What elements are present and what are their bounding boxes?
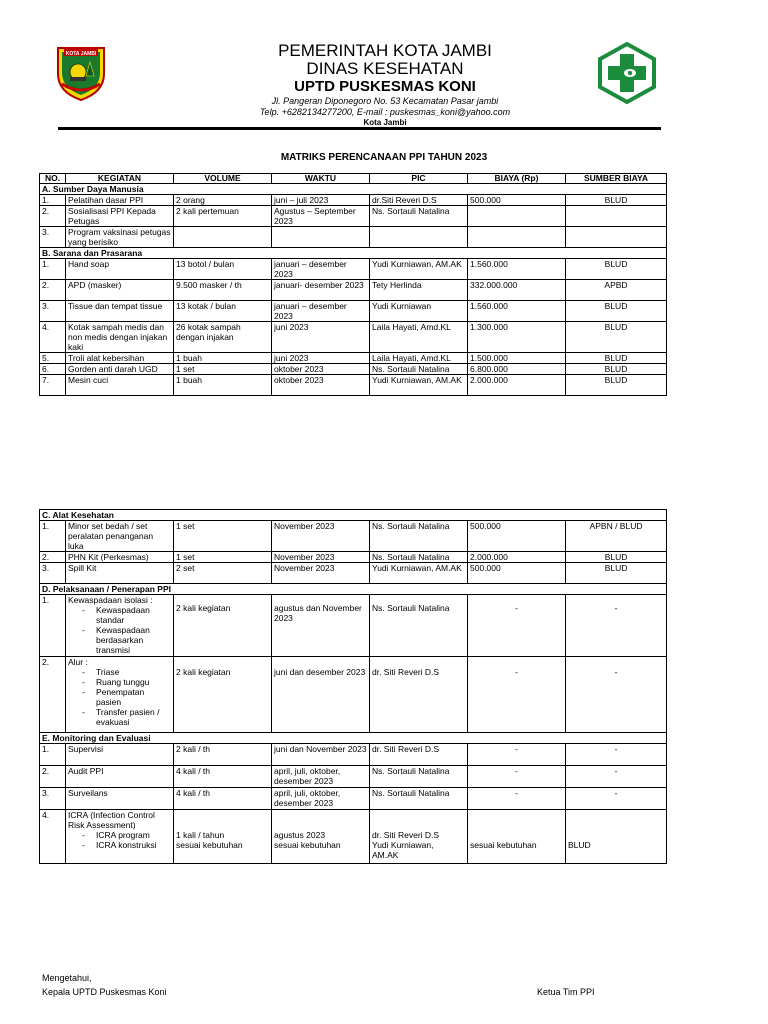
cell-pic: Ns. Sortauli Natalina <box>370 766 468 788</box>
cell-volume: 1 set <box>174 521 272 552</box>
cell-sumber: - <box>566 595 667 657</box>
cell-kegiatan <box>66 595 174 657</box>
cell-volume: 1 set <box>174 364 272 375</box>
header-city: Kota Jambi <box>363 118 407 127</box>
cell-kegiatan: APD (masker) <box>66 280 174 301</box>
cell-biaya: 6.800.000 <box>468 364 566 375</box>
cell-volume: 26 kotak sampah dengan injakan <box>174 322 272 353</box>
kegiatan-heading: Alur : <box>68 657 88 667</box>
cell-biaya: - <box>468 788 566 810</box>
cell-waktu: juni 2023 <box>272 322 370 353</box>
volume-line: 1 kali / tahun <box>176 830 225 840</box>
list-item: - Triase <box>96 667 171 677</box>
cell-kegiatan <box>66 810 174 864</box>
cell-biaya: 1.560.000 <box>468 301 566 322</box>
kegiatan-heading: ICRA (Infection Control Risk Assessment) <box>68 810 155 830</box>
footer-ketua: Ketua Tim PPI <box>537 987 595 997</box>
cell-waktu: oktober 2023 <box>272 375 370 396</box>
table-row <box>40 552 667 563</box>
header-government: PEMERINTAH KOTA JAMBI <box>278 41 492 60</box>
cell-waktu: april, juli, oktober, desember 2023 <box>272 788 370 810</box>
cell-kegiatan: Tissue dan tempat tissue <box>66 301 174 322</box>
cell-kegiatan: Gorden anti darah UGD <box>66 364 174 375</box>
cell-sumber: BLUD <box>566 552 667 563</box>
list-item: - Kewaspadaan standar <box>96 605 171 625</box>
col-header-biaya: BIAYA (Rp) <box>468 174 566 184</box>
cell-pic: Yudi Kurniawan <box>370 301 468 322</box>
kota-jambi-logo <box>52 44 110 104</box>
cell-sumber: BLUD <box>566 364 667 375</box>
waktu-line: sesuai kebutuhan <box>274 840 341 850</box>
cell-pic: Ns. Sortauli Natalina <box>370 552 468 563</box>
cell-no: 4. <box>40 322 66 353</box>
sub-list <box>68 667 171 727</box>
cell-kegiatan: Pelatihan dasar PPI <box>66 195 174 206</box>
cell-volume: 2 kali pertemuan <box>174 206 272 227</box>
cell-sumber: - <box>566 744 667 766</box>
cell-no: 4. <box>40 810 66 864</box>
cell-pic: Laila Hayati, Amd.KL <box>370 322 468 353</box>
cell-volume: 9.500 masker / th <box>174 280 272 301</box>
logo-text: KOTA JAMBI <box>65 51 97 57</box>
cell-biaya: 1.560.000 <box>468 259 566 280</box>
cell-biaya: sesuai kebutuhan <box>468 810 566 864</box>
cell-biaya: 1.500.000 <box>468 353 566 364</box>
cell-sumber: BLUD <box>566 259 667 280</box>
footer-kepala: Kepala UPTD Puskesmas Koni <box>42 987 167 997</box>
cell-pic <box>370 810 468 864</box>
cell-sumber: - <box>566 766 667 788</box>
cell-sumber: BLUD <box>566 195 667 206</box>
list-item: - Kewaspadaan berdasarkan transmisi <box>96 625 171 655</box>
section-title-e: E. Monitoring dan Evaluasi <box>40 733 667 744</box>
cell-no: 2. <box>40 552 66 563</box>
document-title: MATRIKS PERENCANAAN PPI TAHUN 2023 <box>280 152 488 163</box>
cell-no: 3. <box>40 301 66 322</box>
table-row <box>40 521 667 552</box>
cell-waktu: November 2023 <box>272 521 370 552</box>
col-header-waktu: WAKTU <box>272 174 370 184</box>
cell-volume <box>174 227 272 248</box>
cell-sumber: BLUD <box>566 375 667 396</box>
cell-no: 3. <box>40 227 66 248</box>
cell-no: 2. <box>40 206 66 227</box>
col-header-volume: VOLUME <box>174 174 272 184</box>
cell-pic: Ns. Sortauli Natalina <box>370 595 468 657</box>
cell-no: 3. <box>40 788 66 810</box>
table-row <box>40 280 667 301</box>
cell-no: 2. <box>40 280 66 301</box>
cell-no: 5. <box>40 353 66 364</box>
cell-pic: Yudi Kurniawan, AM.AK <box>370 563 468 584</box>
table-row <box>40 595 667 657</box>
cell-volume: 2 set <box>174 563 272 584</box>
pic-line: dr. Siti Reveri D.S <box>372 830 440 840</box>
cell-waktu: November 2023 <box>272 552 370 563</box>
cell-waktu: januari- desember 2023 <box>272 280 370 301</box>
cell-pic: Laila Hayati, Amd.KL <box>370 353 468 364</box>
cell-sumber: BLUD <box>566 301 667 322</box>
cell-kegiatan: PHN Kit (Perkesmas) <box>66 552 174 563</box>
cell-volume: 1 buah <box>174 353 272 364</box>
cell-no: 6. <box>40 364 66 375</box>
cell-kegiatan <box>66 657 174 733</box>
cell-waktu: januari – desember 2023 <box>272 301 370 322</box>
cell-waktu: juni dan desember 2023 <box>272 657 370 733</box>
cell-volume: 1 buah <box>174 375 272 396</box>
header-contact: Telp. +6282134277200, E-mail : puskesmas_koni@yahoo.com <box>259 107 511 117</box>
section-title-c: C. Alat Kesehatan <box>40 510 667 521</box>
cell-waktu: januari – desember 2023 <box>272 259 370 280</box>
cell-biaya <box>468 206 566 227</box>
cell-pic: dr. Siti Reveri D.S <box>370 744 468 766</box>
cell-sumber: APBN / BLUD <box>566 521 667 552</box>
cell-volume: 2 kali kegiatan <box>174 657 272 733</box>
cell-pic: Yudi Kurniawan, AM.AK <box>370 259 468 280</box>
waktu-line: agustus 2023 <box>274 830 326 840</box>
cell-sumber: APBD <box>566 280 667 301</box>
cell-kegiatan: Hand soap <box>66 259 174 280</box>
col-header-sumber: SUMBER BIAYA <box>566 174 667 184</box>
kegiatan-heading: Kewaspadaan isolasi : <box>68 595 153 605</box>
cell-kegiatan: Mesin cuci <box>66 375 174 396</box>
cell-volume: 2 orang <box>174 195 272 206</box>
cell-pic: Ns. Sortauli Natalina <box>370 521 468 552</box>
cell-volume: 4 kali / th <box>174 766 272 788</box>
cell-no: 7. <box>40 375 66 396</box>
cell-kegiatan: Spill Kit <box>66 563 174 584</box>
cell-kegiatan: Audit PPI <box>66 766 174 788</box>
cell-sumber <box>566 227 667 248</box>
col-header-pic: PIC <box>370 174 468 184</box>
cell-no: 1. <box>40 521 66 552</box>
cell-pic <box>370 227 468 248</box>
cell-sumber: BLUD <box>566 322 667 353</box>
cell-no: 2. <box>40 766 66 788</box>
cell-biaya: 500.000 <box>468 521 566 552</box>
cell-biaya: - <box>468 744 566 766</box>
cell-waktu: agustus dan November 2023 <box>272 595 370 657</box>
cell-pic: Yudi Kurniawan, AM.AK <box>370 375 468 396</box>
cell-pic: Tety Herlinda <box>370 280 468 301</box>
cell-no: 1. <box>40 595 66 657</box>
cell-pic: Ns. Sortauli Natalina <box>370 364 468 375</box>
table-row <box>40 744 667 766</box>
cell-kegiatan: Sosialisasi PPI Kepada Petugas <box>66 206 174 227</box>
cell-sumber <box>566 206 667 227</box>
cell-volume: 1 set <box>174 552 272 563</box>
cell-biaya: - <box>468 766 566 788</box>
sub-list <box>68 605 171 655</box>
cell-kegiatan: Program vaksinasi petugas yang berisiko <box>66 227 174 248</box>
col-header-kegiatan: KEGIATAN <box>66 174 174 184</box>
section-title-b: B. Sarana dan Prasarana <box>40 248 667 259</box>
pic-line: Yudi Kurniawan, <box>372 840 434 850</box>
list-item: - Ruang tunggu <box>96 677 171 687</box>
table-row <box>40 195 667 206</box>
cell-pic: dr.Siti Reveri D.S <box>370 195 468 206</box>
cell-sumber: - <box>566 657 667 733</box>
cell-waktu: april, juli, oktober, desember 2023 <box>272 766 370 788</box>
sub-list <box>68 830 171 850</box>
cell-no: 2. <box>40 657 66 733</box>
cell-biaya: 1.300.000 <box>468 322 566 353</box>
cell-waktu: November 2023 <box>272 563 370 584</box>
cell-biaya: 332.000.000 <box>468 280 566 301</box>
cell-waktu <box>272 227 370 248</box>
table-row <box>40 563 667 584</box>
list-item: - ICRA program <box>96 830 171 840</box>
volume-line: sesuai kebutuhan <box>176 840 243 850</box>
cell-waktu <box>272 810 370 864</box>
section-title-a: A. Sumber Daya Manusia <box>40 184 667 195</box>
table-row <box>40 301 667 322</box>
table-row <box>40 766 667 788</box>
cell-waktu: juni 2023 <box>272 353 370 364</box>
cell-waktu: juni – juli 2023 <box>272 195 370 206</box>
header-department: DINAS KESEHATAN <box>306 59 464 78</box>
table-row <box>40 259 667 280</box>
cell-biaya: - <box>468 657 566 733</box>
section-title-d: D. Pelaksanaan / Penerapan PPI <box>40 584 667 595</box>
cell-pic: dr. Siti Reveri D.S <box>370 657 468 733</box>
cell-biaya: 2.000.000 <box>468 375 566 396</box>
table-row <box>40 375 667 396</box>
ppi-table-part2 <box>39 509 667 864</box>
cell-waktu: oktober 2023 <box>272 364 370 375</box>
col-header-no: NO. <box>40 174 66 184</box>
list-item: - ICRA konstruksi <box>96 840 171 850</box>
pic-line: AM.AK <box>372 850 399 860</box>
cell-volume: 2 kali / th <box>174 744 272 766</box>
cell-kegiatan: Supervisi <box>66 744 174 766</box>
list-item: - Penempatan pasien <box>96 687 171 707</box>
cell-no: 1. <box>40 195 66 206</box>
table-row <box>40 364 667 375</box>
cell-no: 1. <box>40 259 66 280</box>
table-row <box>40 788 667 810</box>
cell-volume: 2 kali kegiatan <box>174 595 272 657</box>
cell-biaya: 500.000 <box>468 563 566 584</box>
cell-kegiatan: Surveilans <box>66 788 174 810</box>
cell-biaya <box>468 227 566 248</box>
cell-sumber: BLUD <box>566 810 667 864</box>
cell-pic: Ns. Sortauli Natalina <box>370 206 468 227</box>
cell-biaya: 2.000.000 <box>468 552 566 563</box>
table-row <box>40 206 667 227</box>
cell-waktu: Agustus – September 2023 <box>272 206 370 227</box>
cell-sumber: BLUD <box>566 563 667 584</box>
table-row <box>40 810 667 864</box>
table-row <box>40 657 667 733</box>
cell-pic: Ns. Sortauli Natalina <box>370 788 468 810</box>
cell-volume <box>174 810 272 864</box>
cell-biaya: 500.000 <box>468 195 566 206</box>
header-address: Jl. Pangeran Diponegoro No. 53 Kecamatan Pasar jambi <box>271 96 499 106</box>
cell-volume: 13 botol / bulan <box>174 259 272 280</box>
header-institution: UPTD PUSKESMAS KONI <box>294 78 476 95</box>
table-row <box>40 353 667 364</box>
footer-mengetahui: Mengetahui, <box>42 973 92 983</box>
cell-sumber: - <box>566 788 667 810</box>
cell-no: 1. <box>40 744 66 766</box>
cell-biaya: - <box>468 595 566 657</box>
list-item: - Transfer pasien / evakuasi <box>96 707 171 727</box>
cell-waktu: juni dan November 2023 <box>272 744 370 766</box>
table-row <box>40 322 667 353</box>
cell-volume: 4 kali / th <box>174 788 272 810</box>
cell-kegiatan: Minor set bedah / set peralatan penanganan luka <box>66 521 174 552</box>
cell-no: 3. <box>40 563 66 584</box>
table-row <box>40 227 667 248</box>
cell-sumber: BLUD <box>566 353 667 364</box>
cell-kegiatan: Kotak sampah medis dan non medis dengan injakan kaki <box>66 322 174 353</box>
cell-kegiatan: Troli alat kebersihan <box>66 353 174 364</box>
cell-volume: 13 kotak / bulan <box>174 301 272 322</box>
ppi-table-part1 <box>39 173 667 396</box>
table-header-row <box>40 174 667 184</box>
header-divider <box>58 127 661 130</box>
